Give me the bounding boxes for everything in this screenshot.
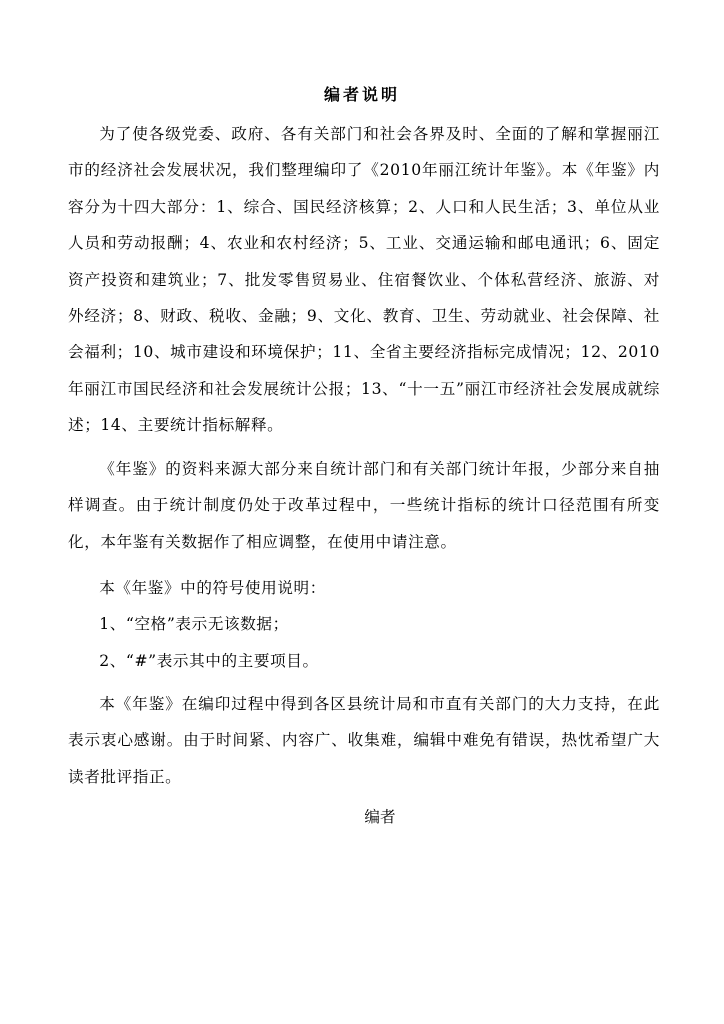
paragraph-text: 《年鉴》的资料来源大部分来自统计部门和有关部门统计年报，少部分来自抽样调查。由于统计制度仍处于改革过程中，一些统计指标的统计口径范围有所变化，本年鉴有关数据作了相应调整，在使用中请注意。 — [68, 460, 660, 551]
paragraph-acknowledgement — [68, 686, 660, 795]
paragraph-data-source — [68, 451, 660, 560]
paragraph-text: 2、“#”表示其中的主要项目。 — [99, 652, 319, 670]
paragraph-symbol-blank — [68, 606, 660, 642]
paragraph-text: 本《年鉴》中的符号使用说明： — [99, 579, 326, 597]
signature: 编者 — [364, 808, 396, 826]
page-title: 编者说明 — [323, 85, 400, 104]
paragraph-symbol-hash — [68, 643, 660, 679]
paragraph-text: 为了使各级党委、政府、各有关部门和社会各界及时、全面的了解和掌握丽江市的经济社会发展状况，我们整理编印了《2010年丽江统计年鉴》。本《年鉴》内容分为十四大部分：1、综合、国民经济核算；2、人口和人民生活；3、单位从业人员和劳动报酬；4、农业和农村经济；5、工业、交通运输和邮电通讯；6、固定资产投资和建筑业；7、批发零售贸易业、住宿餐饮业、个体私营经济、旅游、对外经济；8、财政、税收、金融；9、文化、教育、卫生、劳动就业、社会保障、社会福利；10、城市建设和环境保护；11、全省主要经济指标完成情况；12、2010年丽江市国民经济和社会发展统计公报；13、“十一五”丽江市经济社会发展成就综述；14、主要统计指标解释。 — [68, 125, 660, 435]
paragraph-text: 本《年鉴》在编印过程中得到各区县统计局和市直有关部门的大力支持，在此表示衷心感谢。由于时间紧、内容广、收集难，编辑中难免有错误，热忱希望广大读者批评指正。 — [68, 695, 660, 786]
paragraph-symbol-header — [68, 570, 660, 606]
paragraph-text: 1、“空格”表示无该数据； — [99, 615, 289, 633]
paragraph-intro — [68, 116, 660, 444]
